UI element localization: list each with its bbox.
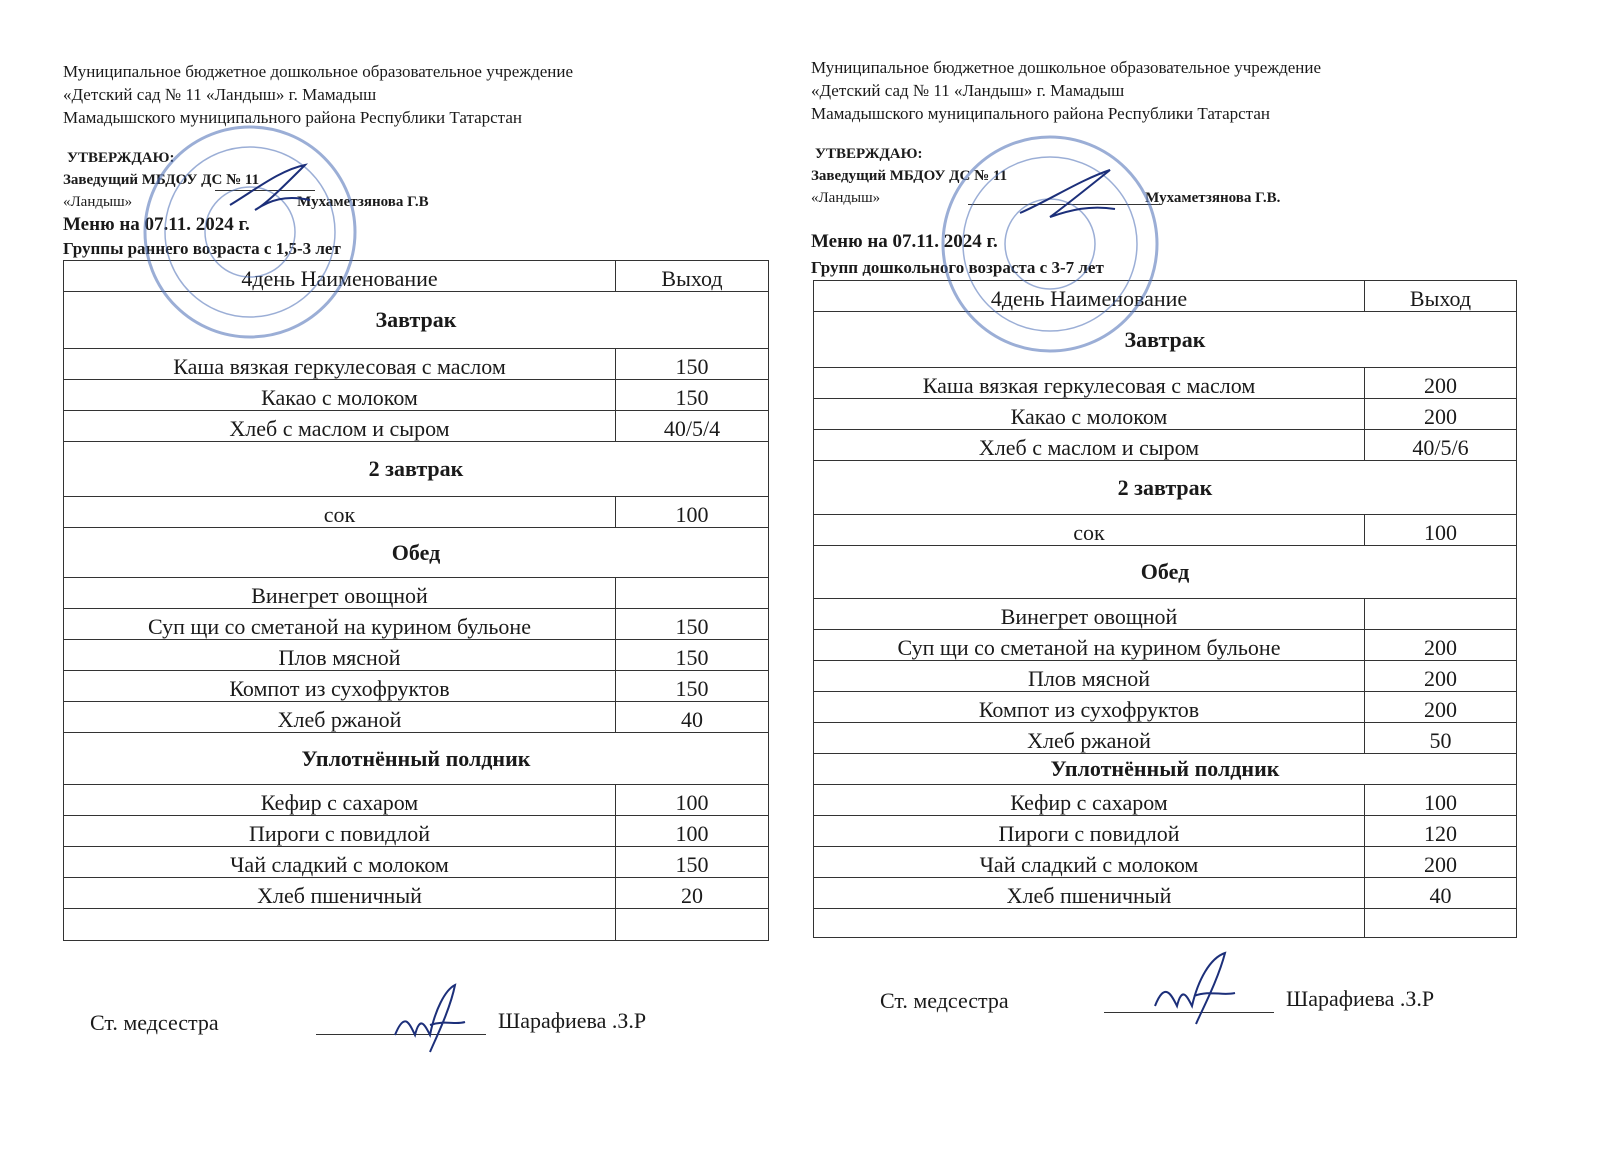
dish-output: 150 (616, 847, 769, 878)
dish-name: сок (814, 515, 1365, 546)
table-row (64, 816, 769, 847)
approval-position: Заведущий МБДОУ ДС № 11 (811, 168, 1008, 184)
table-header-row (814, 281, 1517, 312)
approval-title: УТВЕРЖДАЮ: (67, 150, 175, 166)
dish-name: Пироги с повидлой (64, 816, 616, 847)
dish-output: 100 (1365, 515, 1517, 546)
dish-name: Чай сладкий с молоком (814, 847, 1365, 878)
table-row (64, 411, 769, 442)
org-line: Муниципальное бюджетное дошкольное образовательное учреждение (63, 62, 573, 81)
menu-table-right (813, 280, 1517, 938)
dish-output (616, 909, 769, 941)
table-row (814, 878, 1517, 909)
dish-output: 150 (616, 640, 769, 671)
dish-output: 150 (616, 380, 769, 411)
section-title: Завтрак (64, 292, 769, 349)
nurse-name: Шарафиева .З.Р (1286, 986, 1435, 1011)
org-header-left (63, 60, 573, 129)
table-row (814, 785, 1517, 816)
menu-table-left (63, 260, 769, 941)
section-row (814, 461, 1517, 515)
approval-org: «Ландыш» (63, 194, 133, 210)
org-header-right (811, 56, 1321, 125)
dish-output: 120 (1365, 816, 1517, 847)
dish-name: Хлеб пшеничный (814, 878, 1365, 909)
dish-output: 100 (616, 816, 769, 847)
table-row (814, 515, 1517, 546)
table-row (814, 661, 1517, 692)
dish-name: Хлеб пшеничный (64, 878, 616, 909)
section-row (64, 292, 769, 349)
dish-name: Чай сладкий с молоком (64, 847, 616, 878)
table-row (64, 380, 769, 411)
section-title: Уплотнённый полдник (814, 754, 1517, 785)
dish-name: сок (64, 497, 616, 528)
table-row (64, 909, 769, 941)
dish-output (616, 578, 769, 609)
dish-name: Пироги с повидлой (814, 816, 1365, 847)
dish-name: Кефир с сахаром (64, 785, 616, 816)
signature-line (316, 1034, 486, 1035)
section-row (814, 546, 1517, 599)
signature-line (968, 204, 1160, 205)
section-row (64, 442, 769, 497)
column-header-name: 4день Наименование (814, 281, 1365, 312)
org-line: Муниципальное бюджетное дошкольное образовательное учреждение (811, 58, 1321, 77)
dish-output: 20 (616, 878, 769, 909)
table-row (814, 847, 1517, 878)
dish-name: Каша вязкая геркулесовая с маслом (64, 349, 616, 380)
column-header-name: 4день Наименование (64, 261, 616, 292)
table-row (64, 640, 769, 671)
table-row (814, 723, 1517, 754)
menu-title: Меню на 07.11. 2024 г. (811, 231, 998, 252)
dish-name: Какао с молоком (64, 380, 616, 411)
nurse-label: Ст. медсестра (880, 988, 1009, 1013)
table-row (64, 878, 769, 909)
column-header-output: Выход (1365, 281, 1517, 312)
dish-output: 150 (616, 671, 769, 702)
table-row (814, 909, 1517, 938)
dish-output: 100 (1365, 785, 1517, 816)
dish-output: 40/5/4 (616, 411, 769, 442)
signature-line (1104, 1012, 1274, 1013)
dish-output: 100 (616, 497, 769, 528)
approval-title: УТВЕРЖДАЮ: (815, 146, 923, 162)
section-title: Обед (64, 528, 769, 578)
table-row (64, 578, 769, 609)
dish-name: Винегрет овощной (814, 599, 1365, 630)
dish-name: Компот из сухофруктов (814, 692, 1365, 723)
nurse-signature-right (1150, 948, 1240, 1028)
nurse-name: Шарафиева .З.Р (498, 1008, 647, 1033)
dish-output: 50 (1365, 723, 1517, 754)
dish-name: Хлеб ржаной (64, 702, 616, 733)
section-title: Уплотнённый полдник (64, 733, 769, 785)
dish-name: Суп щи со сметаной на курином бульоне (814, 630, 1365, 661)
section-row (64, 733, 769, 785)
dish-name: Хлеб ржаной (814, 723, 1365, 754)
org-line: «Детский сад № 11 «Ландыш» г. Мамадыш (63, 85, 377, 104)
section-row (814, 754, 1517, 785)
table-row (64, 671, 769, 702)
approval-right (811, 143, 1280, 209)
org-line: Мамадышского муниципального района Республики Татарстан (63, 108, 522, 127)
dish-output: 200 (1365, 661, 1517, 692)
dish-name: Суп щи со сметаной на курином бульоне (64, 609, 616, 640)
dish-output (1365, 909, 1517, 938)
dish-name: Какао с молоком (814, 399, 1365, 430)
dish-name: Хлеб с маслом и сыром (814, 430, 1365, 461)
org-line: Мамадышского муниципального района Республики Татарстан (811, 104, 1270, 123)
dish-output: 200 (1365, 847, 1517, 878)
approval-org: «Ландыш» (811, 190, 881, 206)
dish-output: 40 (1365, 878, 1517, 909)
table-row (814, 399, 1517, 430)
table-row (814, 630, 1517, 661)
dish-name: Плов мясной (814, 661, 1365, 692)
table-row (814, 599, 1517, 630)
org-line: «Детский сад № 11 «Ландыш» г. Мамадыш (811, 81, 1125, 100)
table-row (814, 430, 1517, 461)
dish-output: 200 (1365, 368, 1517, 399)
table-row (64, 349, 769, 380)
table-row (814, 692, 1517, 723)
director-name: Мухаметзянова Г.В (297, 194, 429, 210)
dish-output: 150 (616, 609, 769, 640)
menu-title: Меню на 07.11. 2024 г. (63, 214, 250, 235)
section-row (814, 312, 1517, 368)
nurse-signature-left (390, 980, 470, 1055)
table-row (814, 368, 1517, 399)
section-row (64, 528, 769, 578)
section-title: 2 завтрак (64, 442, 769, 497)
nurse-label: Ст. медсестра (90, 1010, 219, 1035)
table-row (814, 816, 1517, 847)
dish-output (1365, 599, 1517, 630)
table-row (64, 785, 769, 816)
section-title: Обед (814, 546, 1517, 599)
table-header-row (64, 261, 769, 292)
dish-name: Винегрет овощной (64, 578, 616, 609)
group-label: Группы раннего возраста с 1,5-3 лет (63, 239, 341, 258)
column-header-output: Выход (616, 261, 769, 292)
dish-name: Компот из сухофруктов (64, 671, 616, 702)
dish-name (64, 909, 616, 941)
dish-name (814, 909, 1365, 938)
dish-output: 40 (616, 702, 769, 733)
dish-output: 200 (1365, 399, 1517, 430)
table-row (64, 702, 769, 733)
dish-output: 100 (616, 785, 769, 816)
table-row (64, 497, 769, 528)
director-name: Мухаметзянова Г.В. (1145, 190, 1281, 206)
dish-name: Хлеб с маслом и сыром (64, 411, 616, 442)
table-row (64, 847, 769, 878)
section-title: Завтрак (814, 312, 1517, 368)
signature-line (215, 190, 315, 191)
section-title: 2 завтрак (814, 461, 1517, 515)
dish-name: Кефир с сахаром (814, 785, 1365, 816)
approval-position: Заведущий МБДОУ ДС № 11 (63, 172, 260, 188)
approval-left (63, 147, 429, 213)
dish-output: 150 (616, 349, 769, 380)
dish-name: Каша вязкая геркулесовая с маслом (814, 368, 1365, 399)
dish-output: 40/5/6 (1365, 430, 1517, 461)
dish-name: Плов мясной (64, 640, 616, 671)
dish-output: 200 (1365, 692, 1517, 723)
dish-output: 200 (1365, 630, 1517, 661)
group-label: Групп дошкольного возраста с 3-7 лет (811, 258, 1104, 277)
table-row (64, 609, 769, 640)
